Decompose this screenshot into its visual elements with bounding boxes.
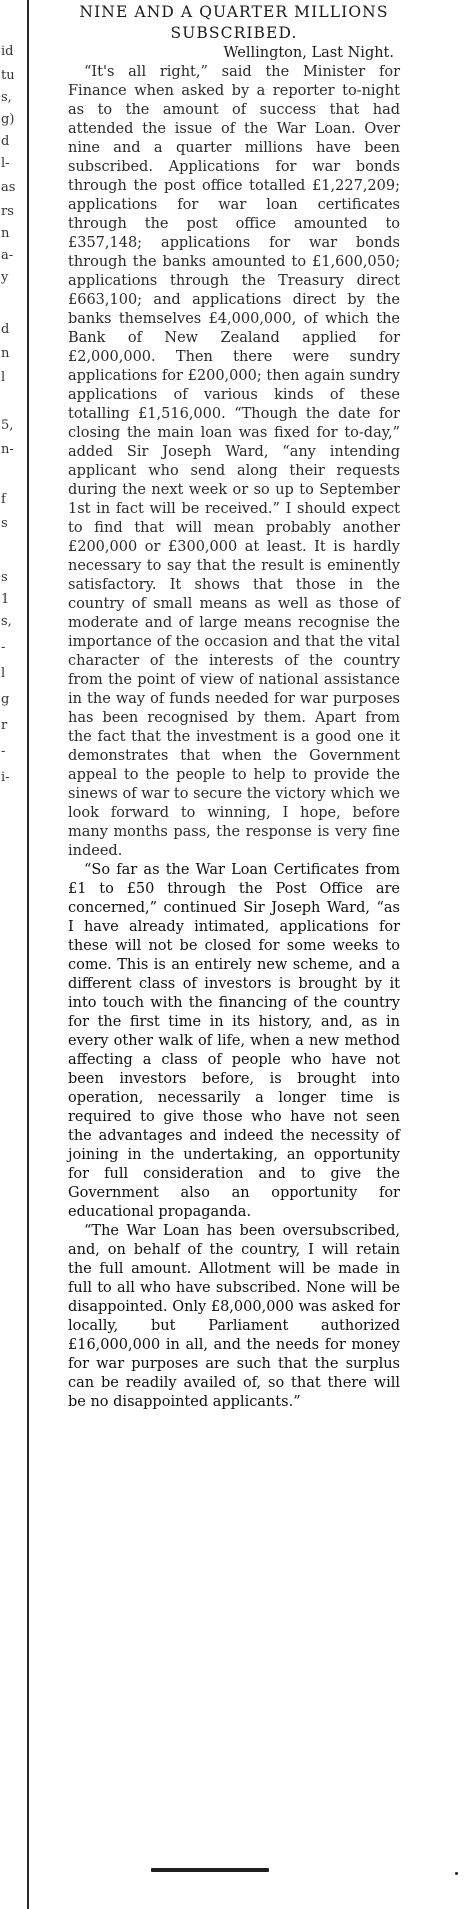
article-paragraph-1: “It's all right,” said the Minister for Finance when asked by a reporter to-night as to the amount of success that had attended the issue of the War Loan. Over nine and a quarter millions have been subscribed. Applications for war bonds through the post office totalled £1,227,209; applications for war loan certificates through the post office amounted to £357,148; applications for war bonds through the banks amounted to £1,600,050; applications through the Treasury direct £663,100; and applications direct by the banks themselves £4,000,000, of which the Bank of New Zealand applied for £2,000,000. Then there were sundry applications for £200,000; then again sundry applications of various kinds of these totalling £1,516,000. “Though the date for closing the main loan was fixed for to-day,” added Sir Joseph Ward, “any intending applicant who send along their requests during the next week or so up to September 1st in fact will be received.” I should expect to find that will mean probably another £200,000 or £300,000 at least. It is hardly necessary to say that the result is eminently satisfactory. It shows that those in the country of small means as well as those of moderate and of large means recognise the importance of the occasion and that the vital character of the interests of the country from the point of view of national assistance in the way of funds needed for war purposes has been recognised by them. Apart from the fact that the investment is a good one it demonstrates that when the Government appeal to the people to help to provide the sinews of war to secure the victory which we look forward to winning, I hope, before many months pass, the response is very fine indeed. [68,64,400,859]
column-fragment: f [1,492,6,507]
adjacent-column-fragments [0,0,20,1909]
article-headline: NINE AND A QUARTER MILLIONS SUBSCRIBED. [79,3,389,42]
print-speck [455,1872,458,1875]
column-fragment: id [1,44,14,59]
column-fragment: l- [1,156,10,171]
news-article [68,0,400,1412]
article-dateline: Wellington, Last Night. [223,45,394,61]
column-fragment: rs [1,204,14,219]
column-fragment: a- [1,248,14,263]
column-fragment: tu [1,68,15,83]
column-fragment: d [1,322,10,337]
column-fragment: r [1,718,8,733]
column-fragment: d [1,134,10,149]
column-fragment: 1 [1,592,10,607]
column-fragment: - [1,744,6,759]
column-fragment: y [1,270,9,285]
column-fragment: l [1,370,6,385]
column-fragment: l [1,666,6,681]
article-end-rule [151,1868,269,1872]
column-fragment: as [1,180,16,195]
column-fragment: s, [1,90,12,105]
column-fragment: n [1,226,10,241]
column-fragment: n [1,346,10,361]
column-fragment: s [1,516,8,531]
column-fragment: s [1,570,8,585]
column-fragment: s, [1,614,12,629]
article-paragraph-2: “So far as the War Loan Certificates from £1 to £50 through the Post Office are concerned,” continued Sir Joseph Ward, “as I have already intimated, applications for these will not be closed for some weeks to come. This is an entirely new scheme, and a different class of investors is brought by it into touch with the financing of the country for the first time in its history, and, as in every other walk of life, when a new method affecting a class of people who have not been investors before, is brought into operation, necessarily a longer time is required to give those who have not seen the advantages and indeed the necessity of joining in the undertaking, an opportunity for full consideration and to give the Government also an opportunity for educational propaganda. [68,862,400,1220]
column-fragment: i- [1,770,10,785]
column-fragment: 5, [1,418,14,433]
column-fragment: g [1,692,10,707]
column-divider-rule [27,0,29,1909]
column-fragment: g) [1,112,15,127]
column-fragment: - [1,640,6,655]
column-fragment: n- [1,442,14,457]
article-paragraph-3: “The War Loan has been oversubscribed, and, on behalf of the country, I will retain the full amount. Allotment will be made in full to all who have subscribed. None will be disappointed. Only £8,000,000 was asked for locally, but Parliament authorized £16,000,000 in all, and the needs for money for war purposes are such that the surplus can be readily availed of, so that there will be no disappointed applicants.” [68,1223,400,1410]
